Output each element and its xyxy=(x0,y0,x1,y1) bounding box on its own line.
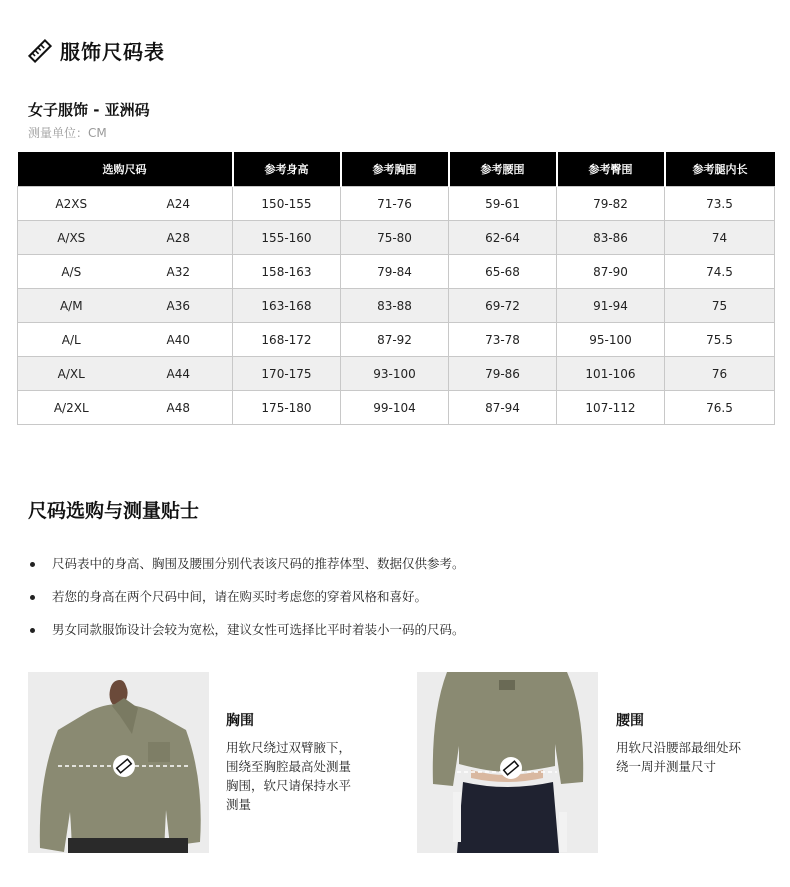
cell-hip: 83-86 xyxy=(557,221,665,255)
cell-height: 163-168 xyxy=(233,289,341,323)
desc-line: 测量 xyxy=(226,797,252,812)
cell-hip: 107-112 xyxy=(557,391,665,425)
waist-measure-desc xyxy=(616,738,741,776)
chest-measure-title: 胸围 xyxy=(226,713,254,729)
waist-measure-title: 腰围 xyxy=(616,713,644,729)
cell-size: A/XS xyxy=(18,221,125,255)
cell-waist: 69-72 xyxy=(449,289,557,323)
cell-code: A48 xyxy=(125,391,233,425)
desc-line: 绕一周并测量尺寸 xyxy=(616,759,717,774)
tips-title: 尺码选购与测量贴士 xyxy=(28,500,200,522)
page-title: 服饰尺码表 xyxy=(60,40,165,64)
cell-chest: 71-76 xyxy=(341,187,449,221)
cell-hip: 79-82 xyxy=(557,187,665,221)
cell-inseam: 74.5 xyxy=(665,255,775,289)
size-table xyxy=(17,152,775,425)
cell-chest: 75-80 xyxy=(341,221,449,255)
cell-size: A2XS xyxy=(18,187,125,221)
header-inseam: 参考腿内长 xyxy=(665,152,775,187)
section-subtitle: 女子服饰 - 亚洲码 xyxy=(28,101,150,119)
cell-size: A/M xyxy=(18,289,125,323)
list-item: 若您的身高在两个尺码中间，请在购买时考虑您的穿着风格和喜好。 xyxy=(28,585,465,618)
cell-height: 155-160 xyxy=(233,221,341,255)
cell-code: A28 xyxy=(125,221,233,255)
cell-chest: 99-104 xyxy=(341,391,449,425)
cell-code: A40 xyxy=(125,323,233,357)
cell-inseam: 74 xyxy=(665,221,775,255)
desc-line: 用软尺绕过双臂腋下， xyxy=(226,740,352,755)
cell-waist: 87-94 xyxy=(449,391,557,425)
page-header xyxy=(28,36,165,65)
list-item: 尺码表中的身高、胸围及腰围分别代表该尺码的推荐体型、数据仅供参考。 xyxy=(28,552,465,585)
table-row xyxy=(18,289,775,323)
desc-line: 胸围，软尺请保持水平 xyxy=(226,778,352,793)
header-height: 参考身高 xyxy=(233,152,341,187)
cell-hip: 87-90 xyxy=(557,255,665,289)
cell-height: 150-155 xyxy=(233,187,341,221)
header-hip: 参考臀围 xyxy=(557,152,665,187)
cell-chest: 83-88 xyxy=(341,289,449,323)
cell-hip: 95-100 xyxy=(557,323,665,357)
list-item: 男女同款服饰设计会较为宽松，建议女性可选择比平时着装小一码的尺码。 xyxy=(28,618,465,651)
header-size: 选购尺码 xyxy=(18,152,233,187)
header-chest: 参考胸围 xyxy=(341,152,449,187)
table-row xyxy=(18,187,775,221)
table-row xyxy=(18,323,775,357)
cell-code: A32 xyxy=(125,255,233,289)
cell-height: 168-172 xyxy=(233,323,341,357)
cell-inseam: 76.5 xyxy=(665,391,775,425)
table-row xyxy=(18,391,775,425)
cell-inseam: 75 xyxy=(665,289,775,323)
cell-waist: 59-61 xyxy=(449,187,557,221)
cell-height: 158-163 xyxy=(233,255,341,289)
cell-hip: 101-106 xyxy=(557,357,665,391)
cell-hip: 91-94 xyxy=(557,289,665,323)
cell-chest: 93-100 xyxy=(341,357,449,391)
cell-waist: 79-86 xyxy=(449,357,557,391)
chest-measure-photo xyxy=(28,672,209,853)
ruler-icon xyxy=(28,39,52,63)
table-row xyxy=(18,255,775,289)
table-row xyxy=(18,357,775,391)
cell-code: A44 xyxy=(125,357,233,391)
tips-list xyxy=(28,552,465,651)
cell-chest: 79-84 xyxy=(341,255,449,289)
desc-line: 围绕至胸腔最高处测量 xyxy=(226,759,352,774)
table-header-row xyxy=(18,152,775,187)
cell-chest: 87-92 xyxy=(341,323,449,357)
cell-waist: 73-78 xyxy=(449,323,557,357)
cell-waist: 65-68 xyxy=(449,255,557,289)
cell-size: A/XL xyxy=(18,357,125,391)
cell-inseam: 73.5 xyxy=(665,187,775,221)
cell-code: A24 xyxy=(125,187,233,221)
cell-size: A/L xyxy=(18,323,125,357)
cell-height: 170-175 xyxy=(233,357,341,391)
cell-size: A/2XL xyxy=(18,391,125,425)
chest-measure-desc xyxy=(226,738,351,814)
cell-height: 175-180 xyxy=(233,391,341,425)
cell-waist: 62-64 xyxy=(449,221,557,255)
cell-inseam: 75.5 xyxy=(665,323,775,357)
cell-size: A/S xyxy=(18,255,125,289)
measure-unit: 测量单位：CM xyxy=(28,126,107,140)
desc-line: 用软尺沿腰部最细处环 xyxy=(616,740,742,755)
header-waist: 参考腰围 xyxy=(449,152,557,187)
table-row xyxy=(18,221,775,255)
cell-inseam: 76 xyxy=(665,357,775,391)
cell-code: A36 xyxy=(125,289,233,323)
waist-measure-photo xyxy=(417,672,598,853)
